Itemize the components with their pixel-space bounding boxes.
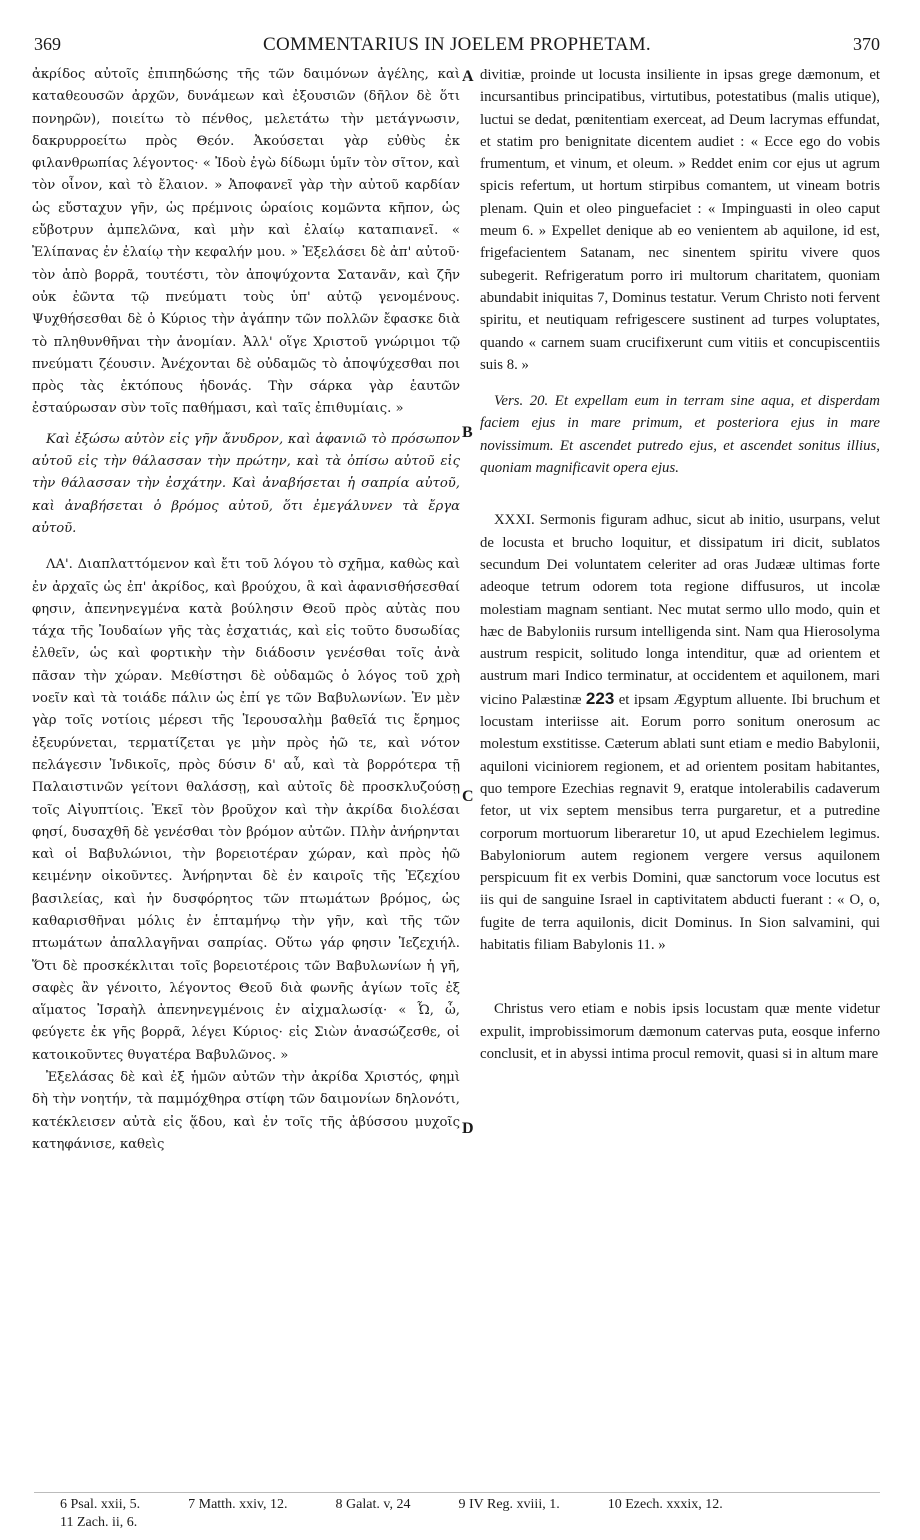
margin-marker-a: A: [462, 68, 474, 85]
footnote: 7 Matth. xxiv, 12.: [188, 1497, 288, 1512]
latin-paragraph-2: [480, 509, 880, 956]
footnote: 8 Galat. v, 24: [335, 1497, 411, 1512]
margin-marker-d: D: [462, 1120, 474, 1137]
greek-paragraph-1: ἀκρίδος αὐτοῖς ἐπιπηδώσης τῆς τῶν δαιμόνων ἀγέλης, καὶ καταθεουσῶν ἀρχῶν, δυνάμεων καὶ ἐξουσιῶν (δῆλον δὲ ὅτι πονηρῶν), ποιείτω τὸ πένθος, μελετάτω τὴν μετάγνωσιν, δακρυρροείτω πρὸς Θεόν. Ἀκούσεται γὰρ εὐθὺς ἐκ φιλανθρωπίας λέγοντος· « Ἰδοὺ ἐγὼ δίδωμι ὑμῖν τὸν σῖτον, καὶ τὸν οἶνον, καὶ τὸ ἔλαιον. » Ἀποφανεῖ γὰρ τὴν αὐτοῦ καρδίαν ὡς εὔσταχυν γῆν, ὡς πρέμνοις ὡραίοις κομῶντα κῆπον, ὡς εὔβοτρυν ἀμπελῶνα, καὶ μὴν καὶ ἐλαίῳ καταπιανεῖ. « Ἐλίπανας ἐν ἐλαίῳ τὴν κεφαλήν μου. » Ἐξελάσει δὲ ἀπ' αὐτοῦ· τὸν ἀπὸ βορρᾶ, τουτέστι, τὸν ἀποψύχοντα Σατανᾶν, καὶ ζῆν οὐκ ἐῶντα τῷ πνεύματι τοὺς ὑπ' αὐτῷ γενομένους. Ψυχθήσεσθαι δὲ ὁ Κύριος τὴν ἀγάπην τῶν πολλῶν ἔφασκε διὰ τὸ πληθυνθῆναι τὴν ἀνομίαν. Ἀλλ' οἵγε Χριστοῦ γνώριμοι τῷ πνεύματι ζέουσιν. Ἀνέχονται δὲ οὐδαμῶς τὸ ἀποψύχεσθαι ποι πρὸς τὰς ἐκτόπους ἡδονάς. Τὴν σάρκα γὰρ ἑαυτῶν ἐσταύρωσαν σὺν τοῖς παθήμασι, καὶ ταῖς ἐπιθυμίαις. »: [32, 67, 460, 417]
greek-paragraph-2: ΛΑ'. Διαπλαττόμενον καὶ ἔτι τοῦ λόγου τὸ σχῆμα, καθὼς καὶ ἐν ἀρχαῖς ὡς ἐπ' ἀκρίδος, καὶ βρούχου, ἃ καὶ ἀφανισθήσεσθαί φησιν, ἀπενηνεγμένα κατὰ βούλησιν Θεοῦ πρὸς αὐτὰς που τάχα τῆς Ἰουδαίων γῆς τὰς ἐσχατιάς, καὶ εἰς τοῦτο δυσωδίας ἐλθεῖν, ὡς καὶ φορτικὴν τὴν διάδοσιν γενέσθαι τοῖς ἀνὰ πᾶσαν τὴν χώραν. Μεθίστησι δὲ οὐδαμῶς ὁ λόγος τοῦ χρὴ νοεῖν καὶ τὰ τοιάδε πάλιν ὡς ἐπί γε τῶν Βαβυλωνίων. Ἐν μὲν γὰρ τοῖς νοτίοις μέρεσι τῆς Ἱερουσαλὴμ βαθεῖά τις ἔρημος ἐξευρύνεται, τερματίζεται γε μὴν πρὸς ἠῶ τε, καὶ νότον πελάγεσιν Ἰνδικοῖς, πρὸς δύσιν δ' αὖ, καὶ τὰ βορρότερα τῇ Παλαιστινῶν γείτονι θαλάσσῃ, καὶ αὐτοῖς δὲ προσκλυζούσῃ τοῖς Αἰγυπτίοις. Ἐκεῖ τὸν βροῦχον καὶ τὴν ἀκρίδα διολέσαι φησί, δυσαχθῆ δὲ γενέσθαι τὸν βρόμον αὐτῶν. Πλὴν ἀνήρηνται καὶ οἱ Βαβυλώνιοι, τὴν βορειοτέραν χώραν, καὶ πρὸς ἠῶ κειμένην οἰκοῦντες. Ἀνήρηνται δὲ ἐν καιροῖς τῆς Ἐζεχίου βασιλείας, καὶ ἡν δυσφόρητος τῶν πτωμάτων βρόμος, ὡς καθαρισθῆναι μόλις ἐν ἑπταμήνῳ τὴν γῆν, καὶ τῆς τῶν πτωμάτων ἀπαλλαγῆναι σαπρίας. Οὕτω γάρ φησιν Ἰεζεχιήλ. Ὅτι δὲ προσκέκλιται τοῖς βορειοτέροις τῶν Βαβυλωνίων ἡ γῆ, σαφὲς ἂν γένοιτο, λέγοντος Θεοῦ διὰ φωνῆς ἁγίων τοῖς ἐξ αἵματος Ἰσραὴλ ἀπενηνεγμένοις ἐν αἰχμαλωσίᾳ· « Ὦ, ὦ, φεύγετε ἐκ γῆς βορρᾶ, λέγει Κύριος· εἰς Σιὼν ἀνασώζεσθε, οἱ κατοικοῦντες θυγατέρα Βαβυλῶνος. »: [32, 557, 460, 1063]
running-title: COMMENTARIUS IN JOELEM PROPHETAM.: [263, 34, 651, 55]
spacer: [480, 479, 880, 509]
left-page-number: 369: [34, 34, 61, 54]
footnote: 9 IV Reg. xviii, 1.: [458, 1497, 560, 1512]
latin-paragraph-2b: et ipsam Ægyptum alluente. Ibi bruchum et locustam interiisse ait. Eorum porro sonitum onerosum ac molestum exstitisse. Cæterum ablati sunt etiam e medio Babylonii, aquiloni viciniorem regionem, et ad orientem positam habitantes, quo tempore Ezechias regnavit 9, eratque intolerabilis cadaverum fetor, ut vix septem mensibus terra purgaretur, et a putredine corporum mortuorum liberaretur 10, ut apud Ezechielem legimus. Babyloniorum autem regionem vergere versus aquilonem perspicuum fit ex verbis Domini, quæ sanctorum voce locutus est iis qui de sanguine Israel in captivitatem abducti fuerant : « O, o, fugite de terra aquilonis, dicit Dominus. In Sion salvamini, qui habitatis filiam Babylonis 11. »: [480, 691, 881, 953]
greek-column: [32, 64, 460, 1156]
footnotes: [60, 1496, 880, 1532]
page-reference-marker: 223: [585, 688, 615, 708]
right-page-number: 370: [853, 34, 880, 54]
latin-verse: Vers. 20. Et expellam eum in terram sine aqua, et disperdam faciem ejus in mare primum, et posteriora ejus in mare novissimum. Et ascendet putredo ejus, et ascendet sonitus illius, quoniam magnificavit opera ejus.: [480, 393, 880, 477]
margin-marker-c: C: [462, 788, 474, 805]
footnote-row: [60, 1514, 880, 1532]
latin-paragraph-2a: XXXI. Sermonis figuram adhuc, sicut ab initio, usurpans, velut de locusta et brucho loquitur, et dissipatum iri dicit, sublatos secundum Dei voluntatem celeriter ad oras Judææ ultimas forte adeoque tetrum odorem tota regione diffusuros, ut incolæ molestiam magnam sentiant. Nec mutat sermo ullo modo, quin et hæc de Babyloniis rursum intelligenda sint. Nam qua Hierosolyma austrum respicit, solitudo longa intenditur, quæ ad orientem et austrum mari Indico terminatur, at occidentem et aquilonem, mari vicino Palæstinæ: [480, 512, 880, 708]
footnote: 10 Ezech. xxxix, 12.: [607, 1497, 723, 1512]
footnote-row: [60, 1496, 880, 1514]
footnote: 6 Psal. xxii, 5.: [60, 1497, 141, 1512]
latin-column: [480, 64, 880, 1065]
spacer: [480, 956, 880, 998]
spacer: [32, 540, 460, 554]
greek-verse: Καὶ ἐξώσω αὐτὸν εἰς γῆν ἄνυδρον, καὶ ἀφανιῶ τὸ πρόσωπον αὐτοῦ εἰς τὴν θάλασσαν τὴν πρώτην, καὶ τὰ ὀπίσω αὐτοῦ εἰς τὴν θάλασσαν τὴν ἐσχάτην. Καὶ ἀναβήσεται ἡ σαπρία αὐτοῦ, καὶ ἀναβήσεται ὁ βρόμος αὐτοῦ, ὅτι ἐμεγάλυνεν τὰ ἔργα αὐτοῦ.: [32, 431, 460, 536]
running-header: [34, 34, 880, 60]
latin-paragraph-3: Christus vero etiam e nobis ipsis locustam quæ mente videtur expulit, improbissimorum dæmonum catervas puta, eosque inferno conclusit, et in abyssi intima procul removit, quasi si in altum mare: [480, 1001, 880, 1062]
footnote: 11 Zach. ii, 6.: [60, 1515, 138, 1530]
greek-paragraph-3: Ἐξελάσας δὲ καὶ ἐξ ἡμῶν αὐτῶν τὴν ἀκρίδα Χριστός, φημὶ δὴ τὴν νοητήν, τὰ παμμόχθηρα στίφη τῶν δαιμονίων δηλονότι, κατέκλεισεν αὐτὰ εἰς ᾅδου, καὶ ἐν τοῖς τῆς ἀβύσσου μυχοῖς κατηφάνισε, καθεὶς: [32, 1070, 460, 1152]
footnote-divider: [34, 1492, 880, 1493]
margin-marker-b: B: [462, 424, 473, 441]
latin-paragraph-1: divitiæ, proinde ut locusta insiliente in ipsas grege dæmonum, et incursantibus principatibus, virtutibus, potestatibus (malis utique), luctui se dedat, pœnitentiam exerceat, ad Deum lacrymas effundat, et statim pro benignitate dicentem audiet : « Ecce ego do vobis frumentum, et vinum, et oleum. » Reddet enim cor ejus ut agrum spicis refertum, ut hortum stirpibus comantem, ut vineam botris plenam. Quin et oleo pinguefaciet : « Impinguasti in oleo caput meum 6. » Expellet denique ab eo venientem ab aquilone, id est, frigefacientem Satanam, nec sinentem spiritu vivere quos subegerit. Refrigeratum porro iri multorum charitatem, quoniam abundabit iniquitas 7, Dominus testatur. Verum Christo noti fervent spiritu, et neutiquam refrigescere sustinent ad turpes voluptates, quando « carnem suam crucifixerunt cum vitiis et concupiscentiis suis 8. »: [480, 67, 880, 373]
